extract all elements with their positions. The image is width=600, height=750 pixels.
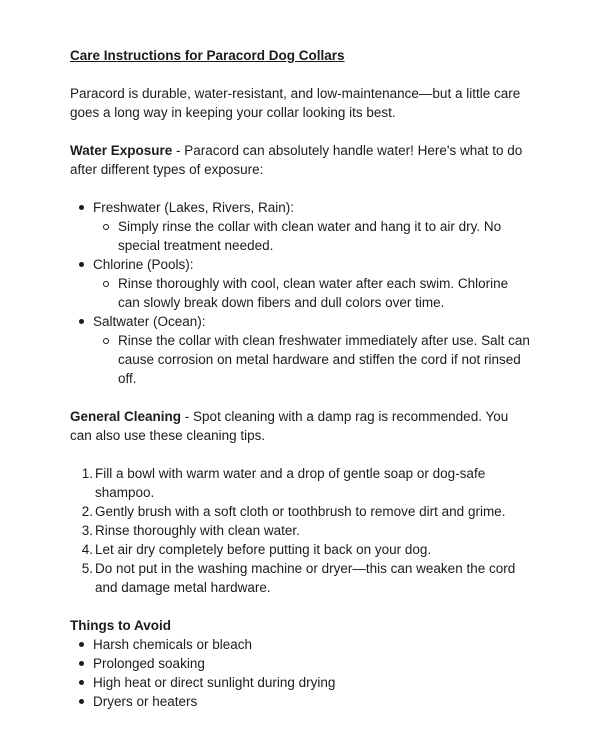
things-to-avoid-heading: Things to Avoid [70, 618, 171, 633]
water-exposure-list [70, 198, 530, 388]
water-exposure-paragraph [70, 141, 530, 179]
general-cleaning-text: - Spot cleaning with a damp rag is recommended. You can also use these cleaning tips. [70, 409, 509, 443]
sub-list-item: Simply rinse the collar with clean water and hang it to air dry. No special treatment needed. [118, 217, 530, 255]
things-to-avoid-list [70, 635, 530, 711]
water-exposure-text: - Paracord can absolutely handle water! Here's what to do after different types of exposure: [70, 143, 523, 177]
sub-list [93, 217, 530, 255]
things-to-avoid-heading-paragraph [70, 616, 530, 635]
sub-list [93, 331, 530, 388]
avoid-item: Prolonged soaking [93, 654, 530, 673]
general-cleaning-paragraph [70, 407, 530, 445]
document-title: Care Instructions for Paracord Dog Collars [70, 48, 345, 63]
avoid-item: Dryers or heaters [93, 692, 530, 711]
water-exposure-heading: Water Exposure [70, 143, 173, 158]
sub-list-item: Rinse thoroughly with cool, clean water after each swim. Chlorine can slowly break down fibers and dull colors over time. [118, 274, 530, 312]
list-item-label: Saltwater (Ocean): [93, 314, 206, 329]
cleaning-steps-list [70, 464, 530, 597]
sub-list [93, 274, 530, 312]
sub-list-item: Rinse the collar with clean freshwater immediately after use. Salt can cause corrosion on metal hardware and stiffen the cord if not rinsed off. [118, 333, 530, 386]
list-item-label: Chlorine (Pools): [93, 257, 194, 272]
cleaning-step: Do not put in the washing machine or dryer—this can weaken the cord and damage metal hardware. [95, 561, 516, 595]
list-item [93, 198, 530, 255]
cleaning-step: Fill a bowl with warm water and a drop of gentle soap or dog-safe shampoo. [95, 466, 486, 500]
cleaning-step: Let air dry completely before putting it back on your dog. [95, 542, 432, 557]
intro-paragraph: Paracord is durable, water-resistant, and low-maintenance—but a little care goes a long way in keeping your collar looking its best. [70, 86, 521, 120]
avoid-item: High heat or direct sunlight during drying [93, 673, 530, 692]
list-item [93, 255, 530, 312]
general-cleaning-heading: General Cleaning [70, 409, 182, 424]
cleaning-step: Gently brush with a soft cloth or toothbrush to remove dirt and grime. [95, 504, 506, 519]
avoid-item: Harsh chemicals or bleach [93, 635, 530, 654]
list-item-label: Freshwater (Lakes, Rivers, Rain): [93, 200, 295, 215]
list-item [93, 312, 530, 388]
cleaning-step: Rinse thoroughly with clean water. [95, 523, 300, 538]
